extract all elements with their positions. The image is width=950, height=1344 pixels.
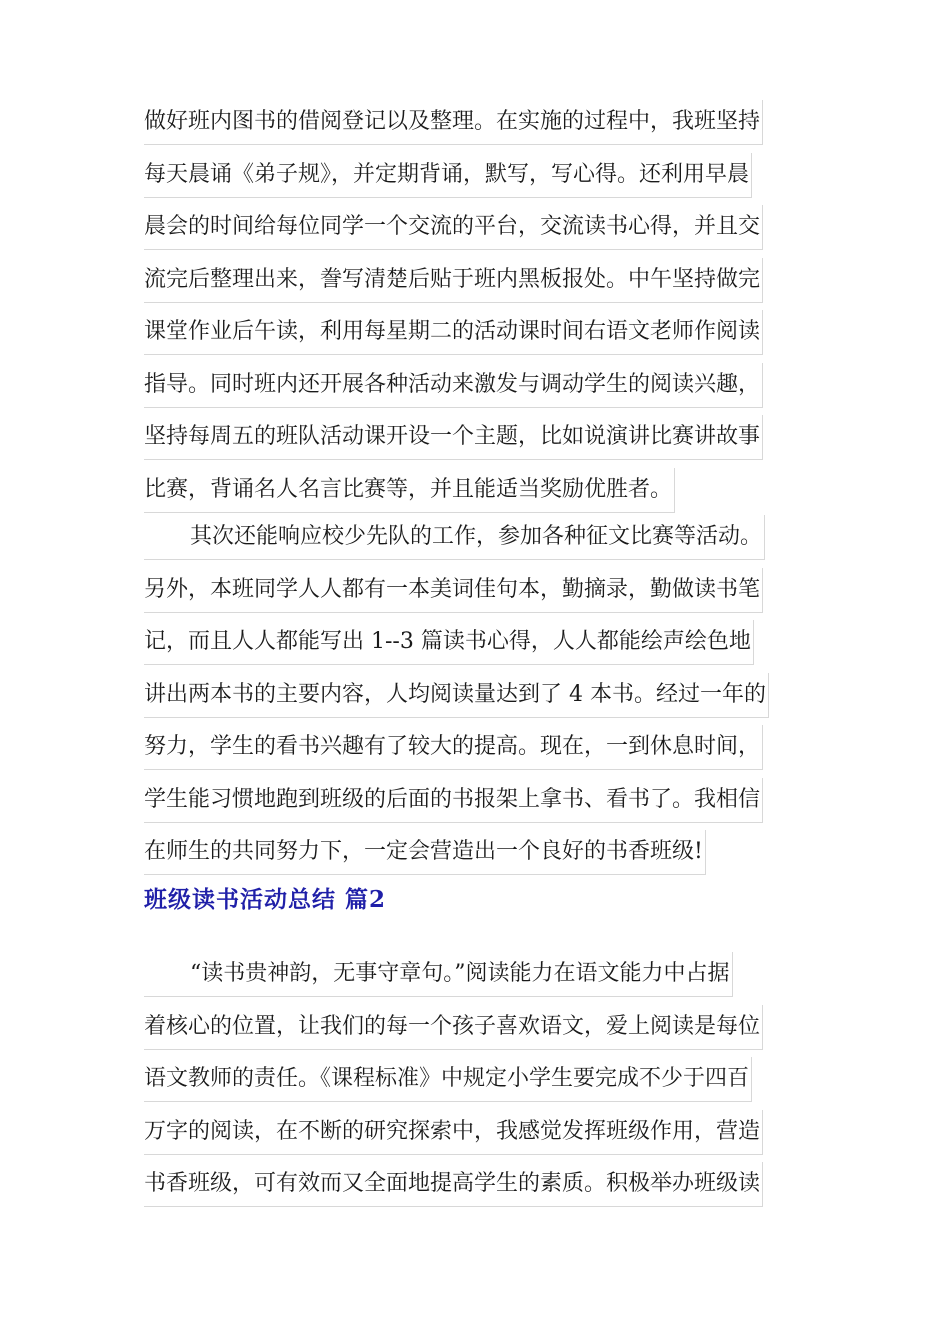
paragraph-2 [144,511,769,879]
text-line: 记，而且人人都能写出 1--3 篇读书心得，人人都能绘声绘色地 [144,616,769,669]
text-line: 做好班内图书的借阅登记以及整理。在实施的过程中，我班坚持 [144,96,763,149]
text-line: 晨会的时间给每位同学一个交流的平台，交流读书心得，并且交 [144,201,763,254]
text-line: 流完后整理出来，誊写清楚后贴于班内黑板报处。中午坚持做完 [144,254,763,307]
text-line: “读书贵神韵，无事守章句。”阅读能力在语文能力中占据 [144,948,763,1001]
text-line: 万字的阅读，在不断的研究探索中，我感觉发挥班级作用，营造 [144,1106,763,1159]
text-line: 语文教师的责任。《课程标准》中规定小学生要完成不少于四百 [144,1053,763,1106]
text-line: 另外，本班同学人人都有一本美词佳句本，勤摘录，勤做读书笔 [144,564,769,617]
text-line: 指导。同时班内还开展各种活动来激发与调动学生的阅读兴趣， [144,359,763,412]
text-line: 着核心的位置，让我们的每一个孩子喜欢语文，爱上阅读是每位 [144,1001,763,1054]
text-line: 努力，学生的看书兴趣有了较大的提高。现在，一到休息时间， [144,721,769,774]
paragraph-1 [144,96,763,516]
text-line: 坚持每周五的班队活动课开设一个主题，比如说演讲比赛讲故事 [144,411,763,464]
paragraph-3 [144,948,763,1211]
text-line: 比赛，背诵名人名言比赛等，并且能适当奖励优胜者。 [144,464,763,517]
text-line: 书香班级，可有效而又全面地提高学生的素质。积极举办班级读 [144,1158,763,1211]
section-heading: 班级读书活动总结 篇2 [144,886,387,913]
text-line: 课堂作业后午读，利用每星期二的活动课时间右语文老师作阅读 [144,306,763,359]
text-line: 讲出两本书的主要内容，人均阅读量达到了 4 本书。经过一年的 [144,669,769,722]
text-line: 每天晨诵《弟子规》，并定期背诵，默写，写心得。还利用早晨 [144,149,763,202]
text-line: 学生能习惯地跑到班级的后面的书报架上拿书、看书了。我相信 [144,774,769,827]
text-line: 其次还能响应校少先队的工作，参加各种征文比赛等活动。 [144,511,769,564]
text-line: 在师生的共同努力下，一定会营造出一个良好的书香班级! [144,826,769,879]
